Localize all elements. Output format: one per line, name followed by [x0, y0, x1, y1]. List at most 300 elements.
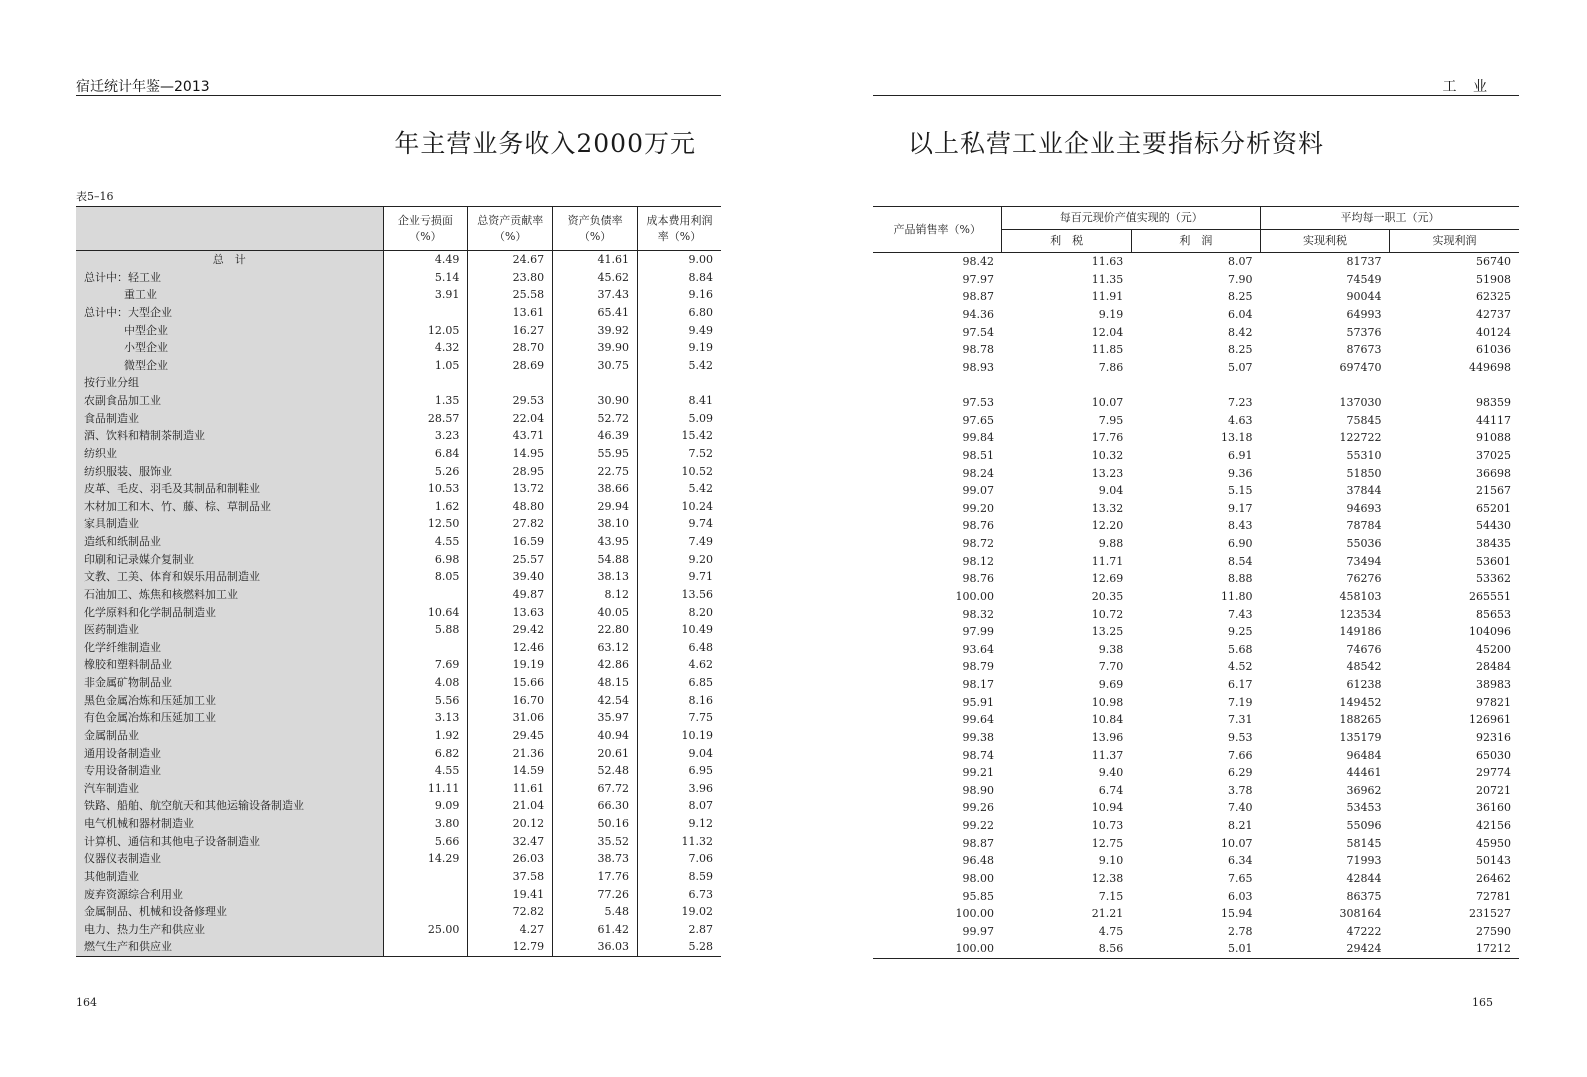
table-row [873, 253, 1519, 271]
table-row [873, 341, 1519, 359]
table-cell: 61238 [1346, 678, 1382, 691]
table-cell: 17.76 [1091, 431, 1124, 445]
table-cell: 54430 [1476, 519, 1511, 533]
table-cell: 135179 [1339, 730, 1382, 744]
table-cell: 449698 [1469, 360, 1511, 374]
table-cell: 123534 [1339, 607, 1382, 621]
table-row [873, 376, 1519, 394]
table-cell: 97.97 [962, 272, 994, 286]
table-cell: 6.29 [1228, 766, 1253, 780]
table-cell: 98.24 [962, 466, 994, 480]
table-cell: 74676 [1346, 642, 1382, 656]
table-cell: 11.11 [383, 780, 468, 798]
table-cell: 65201 [1476, 501, 1511, 515]
table-cell: 29.45 [468, 727, 553, 745]
table-row [873, 694, 1519, 712]
row-label: 食品制造业 [76, 410, 383, 428]
table-cell: 38.13 [553, 568, 638, 586]
table-cell: 55036 [1346, 537, 1382, 550]
table-cell: 1.35 [383, 392, 468, 410]
table-row [873, 676, 1519, 694]
table-cell: 3.80 [383, 815, 468, 833]
table-row [873, 711, 1519, 729]
table-cell: 10.49 [638, 621, 722, 639]
table-cell: 7.49 [638, 533, 722, 551]
table-cell: 37844 [1346, 484, 1382, 498]
table-cell: 90044 [1346, 290, 1382, 304]
table-cell: 13.72 [468, 480, 553, 498]
table-cell: 5.48 [553, 903, 638, 921]
table-cell: 35.52 [553, 833, 638, 851]
table-cell: 8.12 [553, 586, 638, 604]
table-cell: 11.63 [1091, 255, 1124, 268]
row-label: 橡胶和塑料制品业 [76, 656, 383, 674]
table-cell: 42156 [1476, 819, 1511, 832]
table-cell: 9.25 [1228, 625, 1253, 639]
table-cell: 20721 [1476, 783, 1511, 797]
table-row [76, 780, 721, 798]
table-row [76, 515, 721, 533]
table-cell: 50.16 [553, 815, 638, 833]
table-cell: 7.23 [1228, 396, 1253, 409]
table-cell: 265551 [1469, 589, 1511, 603]
table-cell: 86375 [1346, 889, 1382, 903]
table-cell: 9.09 [383, 797, 468, 815]
running-header-right: 工 业 [1442, 79, 1493, 95]
table-cell: 98.76 [962, 572, 994, 586]
table-cell: 27590 [1476, 924, 1511, 938]
table-cell: 99.38 [962, 730, 994, 744]
row-label: 金属制品、机械和设备修理业 [76, 903, 383, 921]
table-row [76, 427, 721, 445]
table-row [76, 762, 721, 780]
table-cell: 55.95 [553, 445, 638, 463]
table-row [76, 251, 721, 269]
row-label: 化学纤维制造业 [76, 639, 383, 657]
table-cell: 35.97 [553, 709, 638, 727]
table-cell: 6.73 [638, 886, 722, 904]
table-cell [383, 886, 468, 904]
table-cell: 3.13 [383, 709, 468, 727]
table-cell: 53601 [1476, 554, 1511, 568]
sub-header-realized-profit: 实现利润 [1389, 230, 1519, 253]
table-row [76, 339, 721, 357]
table-cell: 14.59 [468, 762, 553, 780]
row-label: 中型企业 [76, 322, 383, 340]
table-row [873, 799, 1519, 817]
table-cell: 99.22 [962, 819, 994, 832]
table-cell: 30.90 [553, 392, 638, 410]
table-cell: 8.56 [1098, 942, 1124, 956]
table-cell: 47222 [1346, 924, 1382, 938]
row-label: 有色金属冶炼和压延加工业 [76, 709, 383, 727]
table-cell: 39.90 [553, 339, 638, 357]
table-cell: 4.49 [383, 251, 468, 269]
col-header-debt-ratio: 资产负债率 （%） [553, 207, 638, 251]
table-cell [1131, 376, 1260, 394]
table-cell: 6.17 [1228, 678, 1253, 691]
table-row [873, 852, 1519, 870]
table-row [873, 782, 1519, 800]
table-cell: 10.72 [1091, 607, 1124, 621]
table-cell: 20.61 [553, 745, 638, 763]
table-cell: 49.87 [468, 586, 553, 604]
table-cell [468, 374, 553, 392]
sub-header-realized-tax-profit: 实现利税 [1261, 230, 1390, 253]
table-cell: 29.94 [553, 498, 638, 516]
table-cell: 6.74 [1098, 783, 1124, 797]
table-row [873, 588, 1519, 606]
table-cell: 87673 [1346, 343, 1382, 357]
table-cell: 10.19 [638, 727, 722, 745]
table-cell: 98.72 [962, 537, 994, 550]
table-cell: 12.69 [1091, 572, 1124, 586]
table-cell: 38983 [1476, 678, 1511, 691]
table-cell: 66.30 [553, 797, 638, 815]
table-row [76, 480, 721, 498]
row-label: 化学原料和化学制品制造业 [76, 604, 383, 622]
table-cell: 98.79 [962, 660, 994, 674]
table-cell: 5.07 [1228, 360, 1253, 374]
table-cell: 20.35 [1091, 589, 1124, 603]
page-title-left: 年主营业务收入2000万元 [394, 129, 696, 158]
table-cell: 4.27 [468, 921, 553, 939]
table-cell: 10.64 [383, 604, 468, 622]
table-cell [383, 903, 468, 921]
table-cell: 13.32 [1091, 501, 1124, 515]
table-cell: 149452 [1339, 695, 1382, 709]
table-cell: 5.42 [638, 480, 722, 498]
header-rule-left [76, 95, 721, 96]
table-cell: 7.06 [638, 850, 722, 868]
table-cell: 5.01 [1228, 942, 1253, 956]
table-row [76, 656, 721, 674]
table-row [873, 359, 1519, 377]
table-cell: 98.00 [962, 871, 994, 885]
table-cell: 4.75 [1098, 924, 1124, 938]
table-cell: 99.26 [962, 801, 994, 815]
table-cell: 29424 [1346, 942, 1382, 956]
table-cell: 99.21 [962, 766, 994, 780]
row-label: 印刷和记录媒介复制业 [76, 551, 383, 569]
table-cell: 4.55 [383, 762, 468, 780]
table-cell: 16.59 [468, 533, 553, 551]
table-cell: 15.66 [468, 674, 553, 692]
table-cell [1389, 376, 1519, 394]
table-cell: 7.75 [638, 709, 722, 727]
table-cell: 9.71 [638, 568, 722, 586]
table-cell: 104096 [1469, 625, 1511, 639]
table-row [873, 482, 1519, 500]
table-cell: 92316 [1476, 730, 1511, 744]
table-row [873, 817, 1519, 835]
table-cell: 25.57 [468, 551, 553, 569]
table-cell: 44461 [1346, 766, 1382, 780]
table-row [76, 674, 721, 692]
table-cell: 8.54 [1228, 554, 1253, 568]
table-cell: 67.72 [553, 780, 638, 798]
table-cell: 40.94 [553, 727, 638, 745]
row-label: 非金属矿物制品业 [76, 674, 383, 692]
row-label: 小型企业 [76, 339, 383, 357]
table-cell: 1.92 [383, 727, 468, 745]
table-cell: 2.87 [638, 921, 722, 939]
table-cell: 51850 [1346, 466, 1382, 480]
table-cell: 13.61 [468, 304, 553, 322]
table-cell: 9.74 [638, 515, 722, 533]
table-cell: 85653 [1476, 607, 1511, 621]
page-number-right: 165 [1472, 996, 1493, 1009]
table-row [873, 500, 1519, 518]
table-cell: 64993 [1346, 307, 1382, 321]
table-cell: 9.17 [1228, 501, 1253, 515]
table-row [873, 288, 1519, 306]
table-cell: 3.78 [1228, 783, 1253, 797]
table-cell: 48.80 [468, 498, 553, 516]
table-cell: 3.91 [383, 286, 468, 304]
table-cell: 4.62 [638, 656, 722, 674]
table-cell: 28484 [1476, 660, 1511, 674]
table-cell: 4.63 [1228, 413, 1253, 427]
table-cell: 8.41 [638, 392, 722, 410]
table-cell: 5.09 [638, 410, 722, 428]
table-cell: 5.88 [383, 621, 468, 639]
table-cell: 8.07 [1228, 255, 1253, 268]
table-cell: 62325 [1476, 290, 1511, 304]
table-row [76, 886, 721, 904]
row-label: 电气机械和器材制造业 [76, 815, 383, 833]
table-cell: 74549 [1346, 272, 1382, 286]
table-cell [1261, 376, 1390, 394]
row-label: 燃气生产和供应业 [76, 938, 383, 956]
table-row [873, 553, 1519, 571]
table-cell: 32.47 [468, 833, 553, 851]
table-cell: 15.42 [638, 427, 722, 445]
table-row [76, 586, 721, 604]
table-cell: 4.55 [383, 533, 468, 551]
row-label: 文教、工美、体育和娱乐用品制造业 [76, 568, 383, 586]
row-label: 重工业 [76, 286, 383, 304]
table-cell: 12.46 [468, 639, 553, 657]
row-label: 废弃资源综合利用业 [76, 886, 383, 904]
table-cell: 26.03 [468, 850, 553, 868]
table-row [76, 445, 721, 463]
table-cell: 5.42 [638, 357, 722, 375]
row-label: 纺织业 [76, 445, 383, 463]
table-cell: 13.25 [1091, 625, 1124, 639]
table-cell: 97.54 [962, 325, 994, 339]
table-cell [553, 374, 638, 392]
table-cell: 38.73 [553, 850, 638, 868]
table-cell: 45.62 [553, 269, 638, 287]
table-cell: 697470 [1339, 360, 1382, 374]
table-cell: 36698 [1476, 466, 1511, 480]
table-cell: 95.91 [962, 695, 994, 709]
table-cell: 10.07 [1221, 836, 1253, 850]
table-cell: 98.42 [962, 255, 994, 268]
table-cell: 11.71 [1091, 554, 1124, 568]
right-data-table [873, 206, 1519, 959]
table-row [873, 606, 1519, 624]
table-cell: 10.52 [638, 463, 722, 481]
table-cell: 137030 [1339, 396, 1382, 409]
table-row [76, 551, 721, 569]
col-header-asset-contribution: 总资产贡献率 （%） [468, 207, 553, 251]
stub-header [76, 207, 383, 251]
table-cell: 28.69 [468, 357, 553, 375]
table-cell: 36962 [1346, 783, 1382, 797]
table-row [76, 604, 721, 622]
table-cell: 28.57 [383, 410, 468, 428]
table-cell: 38435 [1476, 537, 1511, 550]
row-label: 农副食品加工业 [76, 392, 383, 410]
table-cell: 98.87 [962, 836, 994, 850]
table-cell: 12.05 [383, 322, 468, 340]
table-cell: 10.73 [1091, 819, 1124, 832]
table-cell: 96.48 [962, 854, 994, 868]
table-cell: 54.88 [553, 551, 638, 569]
table-cell: 77.26 [553, 886, 638, 904]
table-row [873, 905, 1519, 923]
table-cell: 21567 [1476, 484, 1511, 498]
table-cell: 14.95 [468, 445, 553, 463]
table-cell: 6.04 [1228, 307, 1253, 321]
table-cell: 53362 [1476, 572, 1511, 586]
table-cell: 43.95 [553, 533, 638, 551]
table-cell: 71993 [1346, 854, 1382, 868]
row-label: 总计中：轻工业 [76, 269, 383, 287]
table-cell: 99.64 [962, 713, 994, 727]
table-row [873, 747, 1519, 765]
table-cell: 13.56 [638, 586, 722, 604]
table-cell: 53453 [1346, 801, 1382, 815]
table-cell: 13.18 [1221, 431, 1253, 445]
table-cell: 9.88 [1098, 537, 1124, 550]
table-cell: 22.80 [553, 621, 638, 639]
table-cell: 100.00 [955, 589, 994, 603]
row-label: 铁路、船舶、航空航天和其他运输设备制造业 [76, 797, 383, 815]
table-cell: 51908 [1476, 272, 1511, 286]
table-cell: 308164 [1339, 907, 1382, 921]
table-cell: 8.43 [1228, 519, 1253, 533]
table-row [76, 568, 721, 586]
table-row [873, 835, 1519, 853]
row-label: 家具制造业 [76, 515, 383, 533]
row-label: 计算机、通信和其他电子设备制造业 [76, 833, 383, 851]
table-cell: 11.91 [1091, 290, 1124, 304]
table-cell [383, 374, 468, 392]
table-cell: 7.65 [1228, 871, 1253, 885]
table-cell: 52.72 [553, 410, 638, 428]
table-cell: 75845 [1346, 413, 1382, 427]
table-cell: 9.16 [638, 286, 722, 304]
table-row [873, 623, 1519, 641]
table-row [76, 903, 721, 921]
table-cell: 9.19 [1098, 307, 1124, 321]
table-cell: 65030 [1476, 748, 1511, 762]
table-cell: 7.15 [1098, 889, 1124, 903]
sub-header-profit: 利 润 [1131, 230, 1260, 253]
table-row [873, 447, 1519, 465]
row-label: 汽车制造业 [76, 780, 383, 798]
table-row [76, 692, 721, 710]
table-row [873, 870, 1519, 888]
table-cell: 5.68 [1228, 642, 1253, 656]
table-cell: 42.86 [553, 656, 638, 674]
table-row [76, 392, 721, 410]
table-row [873, 729, 1519, 747]
table-cell: 37025 [1476, 448, 1511, 462]
table-row [76, 833, 721, 851]
table-cell: 28.70 [468, 339, 553, 357]
row-label: 木材加工和木、竹、藤、棕、草制品业 [76, 498, 383, 516]
table-cell: 7.70 [1098, 660, 1124, 674]
table-cell: 17212 [1476, 942, 1511, 956]
row-label: 石油加工、炼焦和核燃料加工业 [76, 586, 383, 604]
table-row [873, 764, 1519, 782]
table-cell: 7.43 [1228, 607, 1253, 621]
col-group-per-hundred-yuan: 每百元现价产值实现的（元） [1002, 207, 1261, 230]
table-row [873, 412, 1519, 430]
table-cell: 5.14 [383, 269, 468, 287]
table-cell: 96484 [1346, 748, 1382, 762]
left-data-table [76, 206, 721, 957]
table-row [76, 727, 721, 745]
table-cell: 61.42 [553, 921, 638, 939]
table-cell: 98.87 [962, 290, 994, 304]
table-cell: 38.66 [553, 480, 638, 498]
table-cell: 12.50 [383, 515, 468, 533]
table-row [76, 286, 721, 304]
table-cell: 6.82 [383, 745, 468, 763]
table-cell: 15.94 [1221, 907, 1253, 921]
table-cell: 28.95 [468, 463, 553, 481]
table-cell: 5.56 [383, 692, 468, 710]
table-cell: 97.99 [962, 625, 994, 639]
table-cell: 97.65 [962, 413, 994, 427]
table-cell: 10.84 [1091, 713, 1124, 727]
table-row [873, 570, 1519, 588]
table-cell: 4.08 [383, 674, 468, 692]
table-cell: 23.80 [468, 269, 553, 287]
table-cell: 40124 [1476, 325, 1511, 339]
table-cell: 72.82 [468, 903, 553, 921]
table-cell: 8.16 [638, 692, 722, 710]
table-cell: 10.98 [1091, 695, 1124, 709]
table-cell: 8.88 [1228, 572, 1253, 586]
table-cell: 50143 [1476, 854, 1511, 868]
table-cell: 56740 [1476, 255, 1511, 268]
table-cell: 21.36 [468, 745, 553, 763]
table-cell: 6.85 [638, 674, 722, 692]
table-cell: 81737 [1346, 255, 1382, 268]
table-cell: 55096 [1346, 819, 1382, 832]
table-cell: 9.04 [638, 745, 722, 763]
table-cell: 16.70 [468, 692, 553, 710]
table-cell: 19.19 [468, 656, 553, 674]
table-cell: 11.80 [1221, 589, 1253, 603]
table-cell: 10.07 [1091, 396, 1124, 409]
table-cell: 149186 [1339, 625, 1382, 639]
row-label: 通用设备制造业 [76, 745, 383, 763]
row-label: 纺织服装、服饰业 [76, 463, 383, 481]
table-cell: 24.67 [468, 251, 553, 269]
header-rule-right [873, 95, 1519, 96]
table-cell: 6.91 [1228, 448, 1253, 462]
table-cell: 12.79 [468, 938, 553, 956]
table-cell: 65.41 [553, 304, 638, 322]
row-label: 按行业分组 [76, 374, 383, 392]
